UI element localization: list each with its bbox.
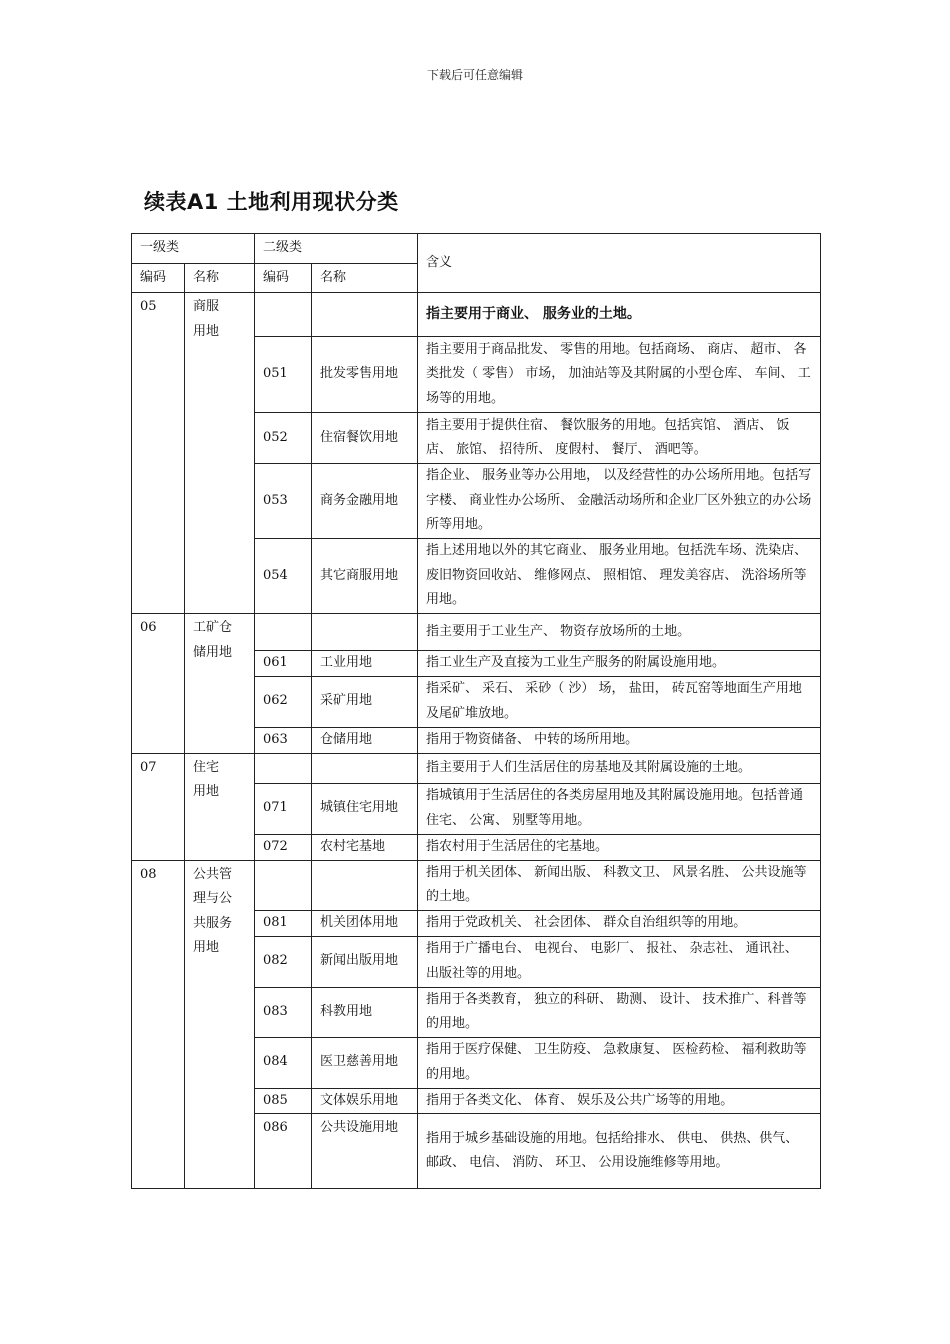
table-row <box>132 293 821 337</box>
level2-code: 054 <box>255 539 312 614</box>
level2-name: 其它商服用地 <box>312 539 418 614</box>
level2-meaning: 指农村用于生活居住的宅基地。 <box>418 834 821 860</box>
level1-code: 06 <box>132 614 185 754</box>
level1-name <box>185 753 255 860</box>
level2-code: 083 <box>255 987 312 1037</box>
level1-meaning: 指主要用于人们生活居住的房基地及其附属设施的土地。 <box>418 753 821 783</box>
header-level2-name: 名称 <box>312 264 418 293</box>
level2-code <box>255 293 312 337</box>
level2-name <box>312 614 418 651</box>
level2-name: 医卫慈善用地 <box>312 1037 418 1088</box>
level1-name-line: 理与公 <box>193 891 233 906</box>
header-level2: 二级类 <box>255 234 418 264</box>
level2-meaning: 指工业生产及直接为工业生产服务的附属设施用地。 <box>418 651 821 677</box>
header-level1-name: 名称 <box>185 264 255 293</box>
level2-meaning: 指用于广播电台、 电视台、 电影厂、 报社、 杂志社、 通讯社、 出版社等的用地。 <box>418 936 821 987</box>
level1-name-line: 工矿仓 <box>193 620 233 635</box>
level1-name-line: 共服务 <box>193 915 233 931</box>
level1-name-line: 用地 <box>193 784 220 799</box>
level2-code <box>255 614 312 651</box>
level1-name-line: 商服 <box>193 299 220 314</box>
level2-code: 071 <box>255 783 312 834</box>
land-use-classification-table <box>131 233 821 1189</box>
level2-name <box>312 860 418 910</box>
level1-name <box>185 293 255 614</box>
table-header-row <box>132 234 821 264</box>
level1-meaning: 指主要用于商业、 服务业的土地。 <box>418 293 821 337</box>
level2-code: 086 <box>255 1114 312 1189</box>
level2-meaning: 指用于医疗保健、 卫生防疫、 急救康复、 医检药检、 福利救助等的用地。 <box>418 1037 821 1088</box>
header-level1: 一级类 <box>132 234 255 264</box>
level2-meaning: 指主要用于提供住宿、 餐饮服务的用地。包括宾馆、 酒店、 饭店、 旅馆、 招待所、 度假村、 餐厅、 酒吧等。 <box>418 413 821 464</box>
level1-name-line: 公共管 <box>193 866 233 882</box>
level2-meaning: 指城镇用于生活居住的各类房屋用地及其附属设施用地。包括普通住宅、 公寓、 别墅等用地。 <box>418 783 821 834</box>
level2-code: 061 <box>255 651 312 677</box>
level2-code: 053 <box>255 464 312 539</box>
level2-meaning: 指用于党政机关、 社会团体、 群众自治组织等的用地。 <box>418 910 821 936</box>
level2-code: 082 <box>255 936 312 987</box>
level2-name: 新闻出版用地 <box>312 936 418 987</box>
level2-name: 采矿用地 <box>312 676 418 727</box>
level1-code: 07 <box>132 753 185 860</box>
level1-name-line: 住宅 <box>193 759 220 775</box>
level2-meaning: 指企业、 服务业等办公用地， 以及经营性的办公场所用地。包括写字楼、 商业性办公场所、 金融活动场所和企业厂区外独立的办公场所等用地。 <box>418 464 821 539</box>
level2-name: 批发零售用地 <box>312 337 418 413</box>
level2-meaning: 指用于各类文化、 体育、 娱乐及公共广场等的用地。 <box>418 1088 821 1114</box>
level1-meaning: 指主要用于工业生产、 物资存放场所的土地。 <box>418 614 821 651</box>
level2-code <box>255 753 312 783</box>
level1-name-line: 用地 <box>193 323 220 339</box>
level2-name: 住宿餐饮用地 <box>312 413 418 464</box>
level2-name: 文体娱乐用地 <box>312 1088 418 1114</box>
level1-name <box>185 860 255 1189</box>
level1-code: 08 <box>132 860 185 1189</box>
level2-name: 公共设施用地 <box>312 1114 418 1189</box>
level2-code: 084 <box>255 1037 312 1088</box>
header-level2-code: 编码 <box>255 264 312 293</box>
level1-code: 05 <box>132 293 185 614</box>
header-meaning: 含义 <box>418 234 821 293</box>
level2-name: 城镇住宅用地 <box>312 783 418 834</box>
level2-meaning: 指用于物资储备、 中转的场所用地。 <box>418 727 821 753</box>
table-row <box>132 860 821 910</box>
level2-code: 072 <box>255 834 312 860</box>
level2-code: 063 <box>255 727 312 753</box>
table-row <box>132 614 821 651</box>
level2-name: 商务金融用地 <box>312 464 418 539</box>
level2-meaning: 指用于各类教育， 独立的科研、 勘测、 设计、 技术推广、科普等的用地。 <box>418 987 821 1037</box>
level2-meaning: 指主要用于商品批发、 零售的用地。包括商场、 商店、 超市、 各类批发（ 零售） 市场， 加油站等及其附属的小型仓库、 车间、 工场等的用地。 <box>418 337 821 413</box>
level2-code: 081 <box>255 910 312 936</box>
level2-code <box>255 860 312 910</box>
level1-name <box>185 614 255 754</box>
level2-code: 062 <box>255 676 312 727</box>
level2-name: 机关团体用地 <box>312 910 418 936</box>
level2-name <box>312 293 418 337</box>
level2-meaning: 指采矿、 采石、 采砂（ 沙） 场， 盐田， 砖瓦窑等地面生产用地及尾矿堆放地。 <box>418 676 821 727</box>
level2-code: 085 <box>255 1088 312 1114</box>
level2-name: 农村宅基地 <box>312 834 418 860</box>
level2-name <box>312 753 418 783</box>
level2-name: 科教用地 <box>312 987 418 1037</box>
level2-name: 仓储用地 <box>312 727 418 753</box>
level1-name-line: 用地 <box>193 940 220 955</box>
page-header-note: 下载后可任意编辑 <box>426 68 523 82</box>
level1-name-line: 储用地 <box>193 644 233 660</box>
document-title: 续表A1 土地利用现状分类 <box>144 190 399 214</box>
level2-code: 052 <box>255 413 312 464</box>
level1-meaning: 指用于机关团体、 新闻出版、 科教文卫、 风景名胜、 公共设施等的土地。 <box>418 860 821 910</box>
level2-code: 051 <box>255 337 312 413</box>
header-level1-code: 编码 <box>132 264 185 293</box>
level2-name: 工业用地 <box>312 651 418 677</box>
level2-meaning: 指上述用地以外的其它商业、 服务业用地。包括洗车场、洗染店、 废旧物资回收站、 维修网点、 照相馆、 理发美容店、 洗浴场所等用地。 <box>418 539 821 614</box>
table-row <box>132 753 821 783</box>
level2-meaning: 指用于城乡基础设施的用地。包括给排水、 供电、 供热、供气、 邮政、 电信、 消防、 环卫、 公用设施维修等用地。 <box>418 1114 821 1189</box>
